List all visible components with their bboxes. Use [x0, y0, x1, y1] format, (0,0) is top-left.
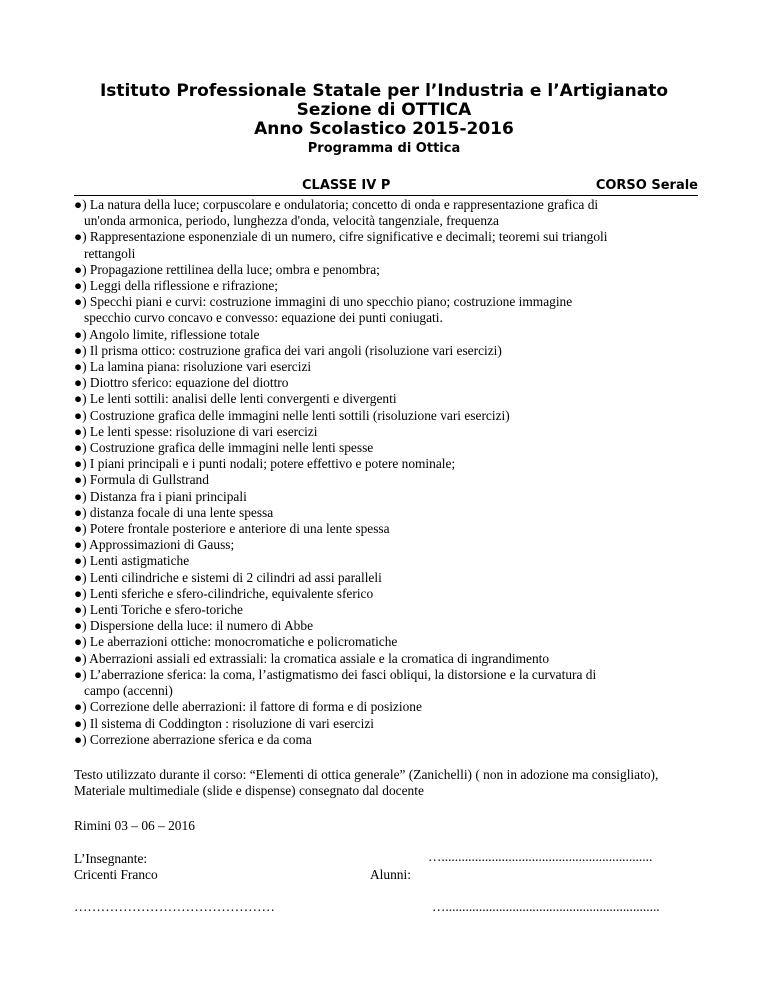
topic-line: ●) Correzione aberrazione sferica e da coma [74, 731, 312, 747]
topic-line: ●) Lenti cilindriche e sistemi di 2 cilindri ad assi paralleli [74, 569, 382, 585]
topic-line: ●) Specchi piani e curvi: costruzione immagini di uno specchio piano; costruzione immagine [74, 294, 573, 310]
topic-line: ●) Rappresentazione esponenziale di un numero, cifre significative e decimali; teoremi sui triangoli [74, 229, 608, 245]
topic-line-continuation: un'onda armonica, periodo, lunghezza d'onda, velocità tangenziale, frequenza [84, 213, 499, 229]
teacher-signature-line: ……………………………………… [74, 899, 275, 914]
school-year: Anno Scolastico 2015-2016 [254, 119, 514, 139]
topic-item [74, 391, 708, 407]
topic-item [74, 294, 708, 326]
topic-line: ●) Il sistema di Coddington : risoluzione di vari esercizi [74, 715, 375, 731]
topic-line: ●) Il prisma ottico: costruzione grafica dei vari angoli (risoluzione vari esercizi) [74, 342, 502, 358]
topic-item [74, 667, 708, 699]
topic-item [74, 472, 708, 488]
topic-item [74, 602, 708, 618]
topic-line: ●) Aberrazioni assiali ed extrassiali: la cromatica assiale e la cromatica di ingrandimento [74, 650, 550, 666]
section-name: Sezione di OTTICA [296, 100, 472, 120]
institute-name: Istituto Professionale Statale per l’Industria e l’Artigianato [99, 81, 668, 101]
topic-item [74, 359, 708, 375]
students-signature-line-1: …............................................................... [428, 849, 653, 864]
topic-item [74, 408, 708, 424]
topic-item [74, 634, 708, 650]
topic-line: ●) La lamina piana: risoluzione vari esercizi [74, 359, 312, 375]
topic-item [74, 440, 708, 456]
program-title: Programma di Ottica [307, 141, 461, 156]
topic-line: ●) Lenti sferiche e sfero-cilindriche, equivalente sferico [74, 585, 374, 601]
topic-line: ●) La natura della luce; corpuscolare e ondulatoria; concetto di onda e rappresentazione grafica di [74, 197, 599, 212]
topic-line-continuation: specchio curvo concavo e convesso: equazione dei punti coniugati. [84, 310, 443, 326]
topic-item [74, 424, 708, 440]
topic-item [74, 521, 708, 537]
topic-line: ●) I piani principali e i punti nodali; potere effettivo e potere nominale; [74, 456, 456, 472]
topic-line-continuation: rettangoli [84, 245, 136, 261]
topic-item [74, 570, 708, 586]
topic-item [74, 229, 708, 261]
topic-line: ●) Le lenti sottili: analisi delle lenti convergenti e divergenti [74, 391, 397, 407]
topic-item [74, 343, 708, 359]
topic-line: ●) Leggi della riflessione e rifrazione; [74, 278, 279, 294]
teacher-name: Cricenti Franco [74, 867, 158, 882]
topic-line: ●) Le aberrazioni ottiche: monocromatiche e policromatiche [74, 634, 398, 650]
textbook-note: Testo utilizzato durante il corso: “Elementi di ottica generale” (Zanichelli) ( non in adozione ma consigliato), Materiale multimediale (slide e dispense) consegnato dal docente [74, 767, 659, 799]
topic-item [74, 537, 708, 553]
topic-line: ●) Propagazione rettilinea della luce; ombra e penombra; [74, 261, 380, 277]
place-date: Rimini 03 – 06 – 2016 [74, 818, 195, 833]
topic-line: ●) L’aberrazione sferica: la coma, l’astigmatismo dei fasci obliqui, la distorsione e la curvatura di [74, 666, 597, 682]
course-label: CORSO Serale [595, 178, 698, 193]
topic-line: ●) Formula di Gullstrand [74, 472, 209, 488]
topic-item [74, 699, 708, 715]
topic-item [74, 553, 708, 569]
class-row [74, 178, 698, 196]
topic-item [74, 327, 708, 343]
topic-item [74, 716, 708, 732]
topic-item [74, 456, 708, 472]
topic-line: ●) Diottro sferico: equazione del diottro [74, 375, 289, 391]
topic-line-continuation: campo (accenni) [84, 683, 173, 699]
topic-item [74, 489, 708, 505]
topic-line: ●) Approssimazioni di Gauss; [74, 537, 235, 553]
program-topics-list [74, 197, 708, 748]
topic-item [74, 505, 708, 521]
topic-line: ●) Angolo limite, riflessione totale [74, 326, 260, 342]
topic-item [74, 197, 708, 229]
topic-line: ●) Dispersione della luce: il numero di Abbe [74, 618, 314, 634]
topic-item [74, 732, 708, 748]
students-label: Alunni: [370, 867, 411, 882]
topic-line: ●) Le lenti spesse: risoluzione di vari esercizi [74, 423, 318, 439]
class-label: CLASSE IV P [302, 178, 391, 193]
topic-line: ●) Costruzione grafica delle immagini nelle lenti sottili (risoluzione vari esercizi) [74, 407, 510, 423]
topic-line: ●) Potere frontale posteriore e anteriore di una lente spessa [74, 521, 390, 537]
topic-line: ●) Costruzione grafica delle immagini nelle lenti spesse [74, 440, 374, 456]
topic-item [74, 375, 708, 391]
teacher-label: L’Insegnante: [74, 851, 148, 866]
topic-item [74, 651, 708, 667]
topic-line: ●) distanza focale di una lente spessa [74, 504, 274, 520]
topic-item [74, 618, 708, 634]
topic-item [74, 262, 708, 278]
topic-line: ●) Lenti Toriche e sfero-toriche [74, 602, 244, 618]
students-signature-line-2: …................................................................ [432, 899, 660, 914]
topic-line: ●) Lenti astigmatiche [74, 553, 190, 569]
topic-line: ●) Distanza fra i piani principali [74, 488, 247, 504]
document-header [0, 82, 768, 158]
topic-item [74, 586, 708, 602]
topic-item [74, 278, 708, 294]
topic-line: ●) Correzione delle aberrazioni: il fattore di forma e di posizione [74, 699, 422, 715]
